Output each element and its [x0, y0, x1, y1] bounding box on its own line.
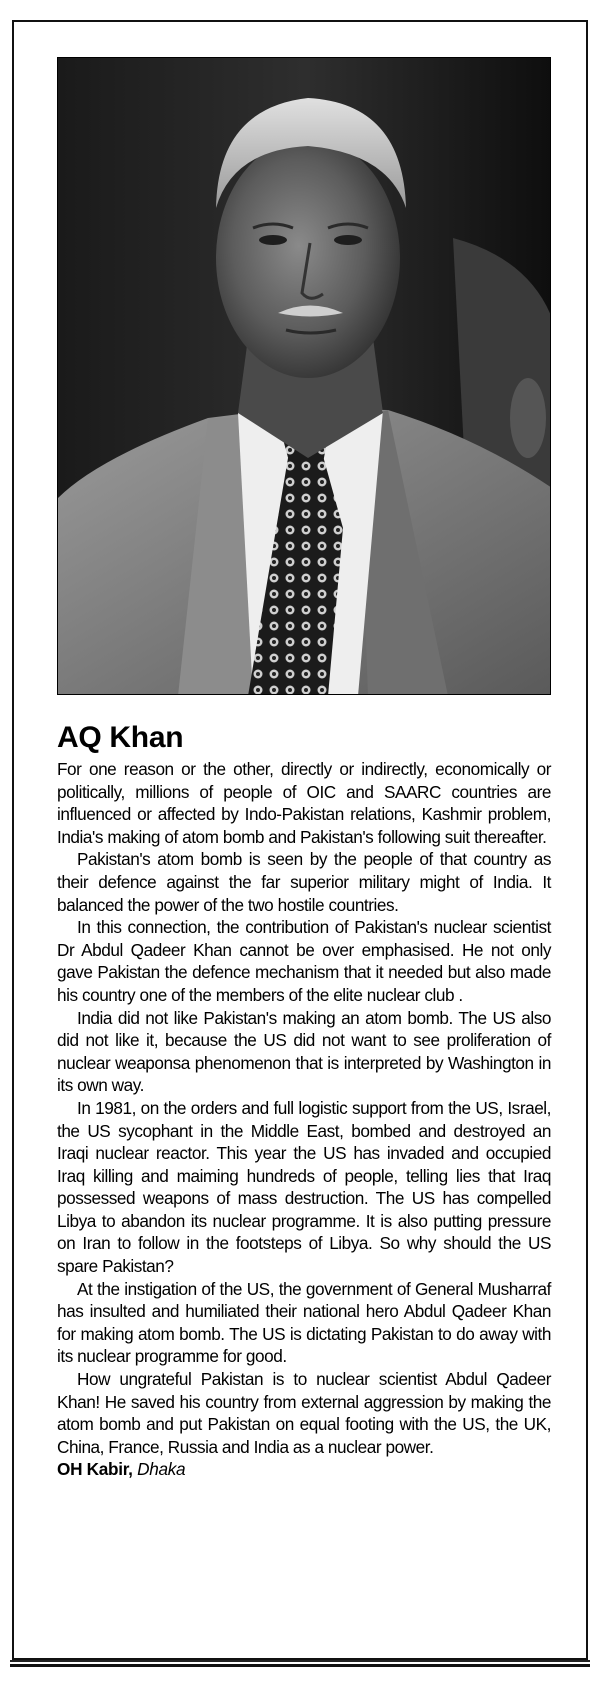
letter-article	[57, 720, 551, 1481]
author-signoff	[57, 1458, 551, 1481]
paragraph-3: In this connection, the contribution of Pakistan's nuclear scientist Dr Abdul Qadeer Khan cannot be over emphasised. He not only gave Pakistan the defence mechanism that it needed but also made his country one of the members of the elite nuclear club .	[57, 917, 551, 1005]
paragraph-2: Pakistan's atom bomb is seen by the people of that country as their defence against the far superior military might of India. It balanced the power of the two hostile countries.	[57, 849, 551, 915]
paragraph-6: At the instigation of the US, the government of General Musharraf has insulted and humiliated their national hero Abdul Qadeer Khan for making atom bomb. The US is dictating Pakistan to do away with its nuclear programme for good.	[57, 1278, 551, 1367]
paragraph-5: In 1981, on the orders and full logistic support from the US, Israel, the US sycophant in the Middle East, bombed and destroyed an Iraqi nuclear reactor. This year the US has invaded and occupied Iraq killing and maiming hundreds of people, telling lies that Iraq possessed weapons of mass destruction. The US has compelled Libya to abandon its nuclear programme. It is also putting pressure on Iran to follow in the footsteps of Libya. So why should the US spare Pakistan?	[57, 1097, 551, 1277]
paragraph-4: India did not like Pakistan's making an atom bomb. The US also did not like it, because the US did not want to see proliferation of nuclear weaponsa phenomenon that is interpreted by Washington in its own way.	[57, 1007, 551, 1096]
paragraph-7: How ungrateful Pakistan is to nuclear scientist Abdul Qadeer Khan! He saved his country from external aggression by making the atom bomb and put Pakistan on equal footing with the US, the UK, China, France, Russia and India as a nuclear power.	[57, 1369, 551, 1457]
portrait-photo	[57, 57, 551, 695]
bottom-rule	[10, 1660, 590, 1667]
author-city: Dhaka	[137, 1459, 186, 1480]
headline: AQ Khan	[57, 721, 184, 754]
author-name: OH Kabir,	[57, 1459, 133, 1480]
paragraph-1: For one reason or the other, directly or indirectly, economically or politically, millions of people of OIC and SAARC countries are influenced or affected by Indo-Pakistan relations, Kashmir problem, India's making of atom bomb and Pakistan's following suit thereafter.	[57, 759, 551, 847]
